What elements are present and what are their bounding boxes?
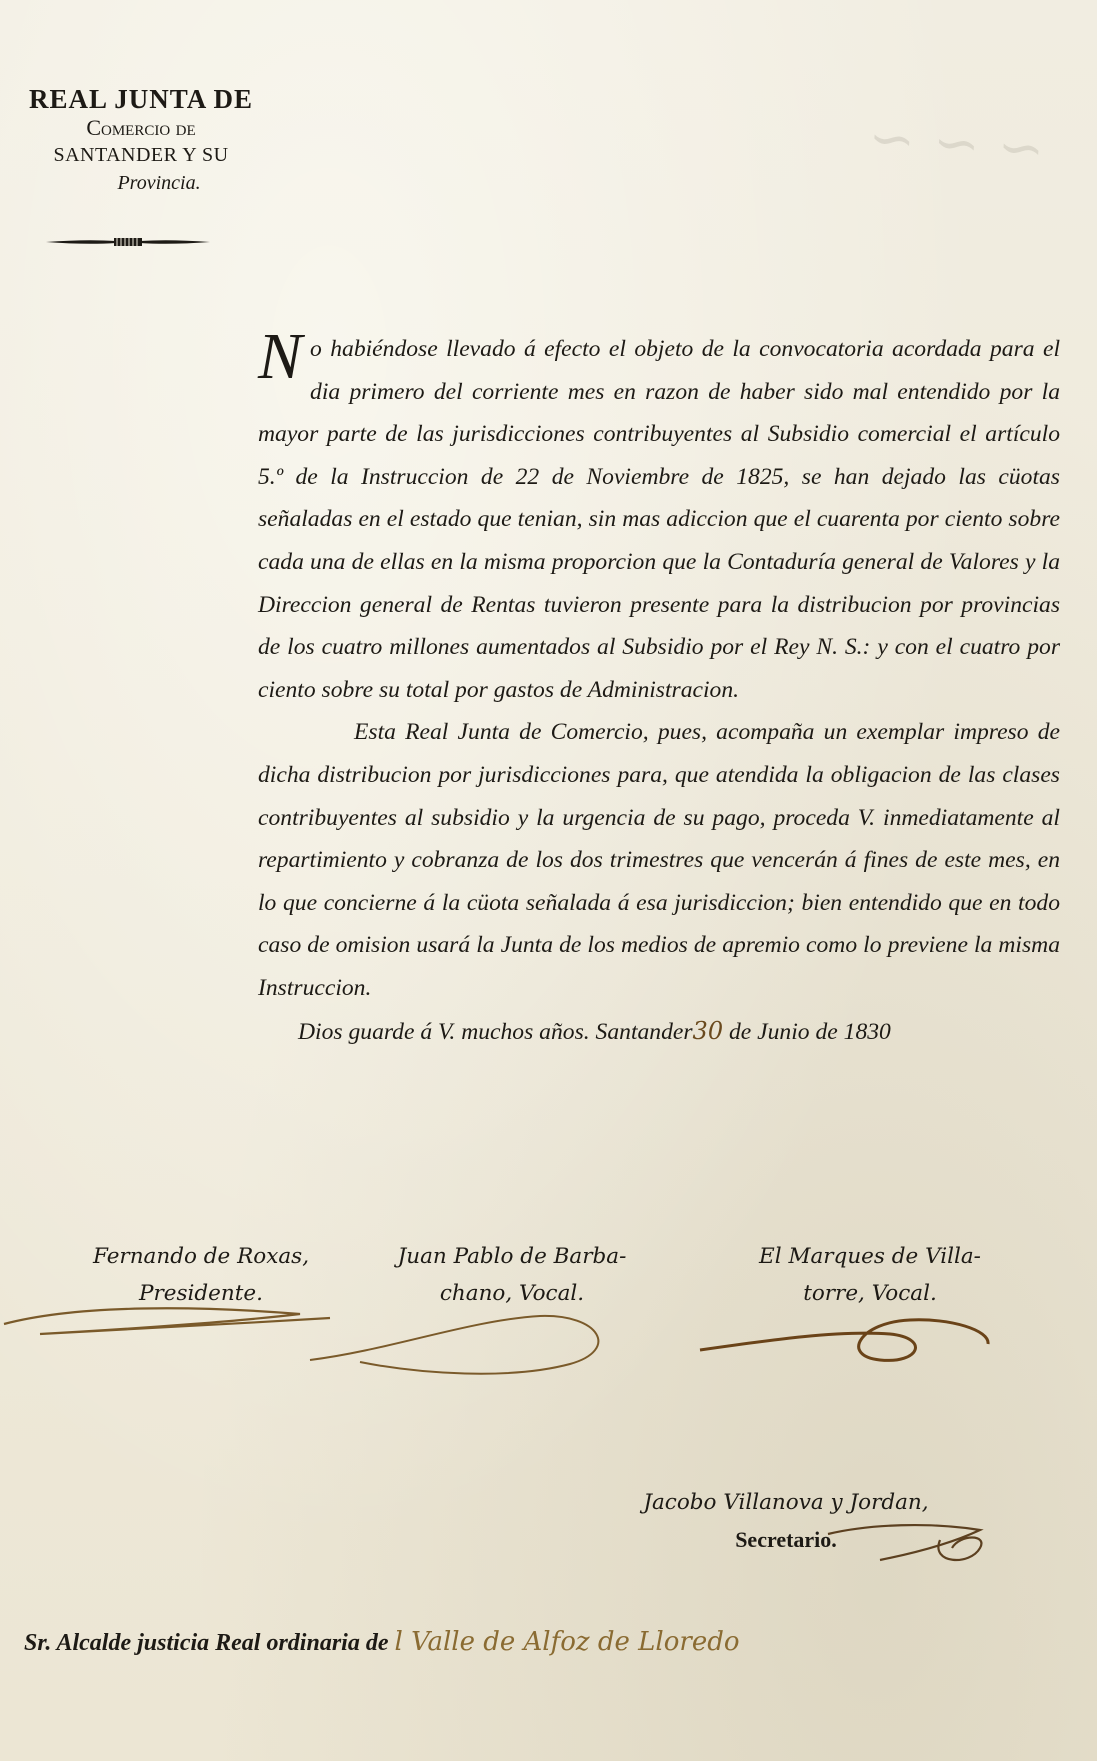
signature-title: Secretario. [735, 1527, 837, 1552]
dateline [258, 1010, 1060, 1054]
dateline-month-year: de Junio de 1830 [729, 1018, 891, 1045]
signature-vocal-2 [720, 1238, 1020, 1312]
paragraph-2: Esta Real Junta de Comercio, pues, acompaña un exemplar impreso de dicha distribucion por jurisdicciones para, que atendida la obligacion de las clases contribuyentes al subsidio y la urgencia de su pago, proceda V. inmediatamente al repartimiento y cobranza de los dos trimestres que vencerán á fines de este mes, en lo que concierne á la cüota señalada á esa jurisdiccion; bien entendido que en todo caso de omision usará la Junta de los medios de apremio como lo previene la misma Instruccion. [258, 719, 1060, 1001]
letterhead-line-1: REAL JUNTA DE [28, 84, 254, 114]
signature-president [56, 1238, 346, 1312]
dateline-day: 30 [692, 1016, 724, 1045]
letterhead-line-3: SANTANDER Y SU [53, 144, 229, 166]
signature-name: El Marques de Villa- [759, 1244, 981, 1269]
signature-title: chano, Vocal. [439, 1281, 585, 1306]
letterhead-line-2: Comercio de [86, 115, 196, 140]
signature-title: torre, Vocal. [803, 1281, 937, 1306]
letterhead-line-4: Provincia. [117, 172, 201, 194]
signature-vocal-1 [372, 1238, 652, 1312]
drop-cap: N [258, 320, 303, 393]
signature-name: Jacobo Villanova y Jordan, [643, 1490, 929, 1515]
dateline-text: Dios guarde á V. muchos años. Santander [298, 1018, 693, 1045]
signature-name: Fernando de Roxas, [92, 1244, 310, 1269]
signature-title: Presidente. [139, 1281, 263, 1306]
signature-name: Juan Pablo de Barba- [397, 1244, 627, 1269]
letterhead [10, 84, 272, 198]
rubric-marques-flourish-icon [690, 1300, 1000, 1380]
paragraph-1-text: o habiéndose llevado á efecto el objeto de la convocatoria acordada para el dia primero del corriente mes en razon de haber sido mal entendido por la mayor parte de las jurisdicciones contribuyentes al Subsidio comercial el artículo 5.º de la Instruccion de 22 de Noviembre de 1825, se han dejado las cüotas señaladas en el estado que tenian, sin mas adiccion que el cuarenta por ciento sobre cada una de ellas en la misma proporcion que la Contaduría general de Valores y la Direccion general de Rentas tuvieron presente para la distribucion por provincias de los cuatro millones aumentados al Subsidio por el Rey N. S.: y con el cuatro por ciento sobre su total por gastos de Administracion. [258, 336, 1060, 703]
letter-body [258, 320, 1060, 1053]
paragraph-1 [258, 320, 1060, 711]
bleed-through-texture [290, 1105, 1050, 1535]
signature-secretary [596, 1484, 976, 1558]
addressee-printed: Sr. Alcalde justicia Real ordinaria de [24, 1630, 389, 1656]
bleed-through-texture: ~ ~ ~ [866, 105, 1047, 183]
addressee-line [24, 1627, 1064, 1657]
addressee-handwritten: l Valle de Alfoz de Lloredo [394, 1627, 740, 1657]
rule-ornament-icon [46, 236, 210, 248]
